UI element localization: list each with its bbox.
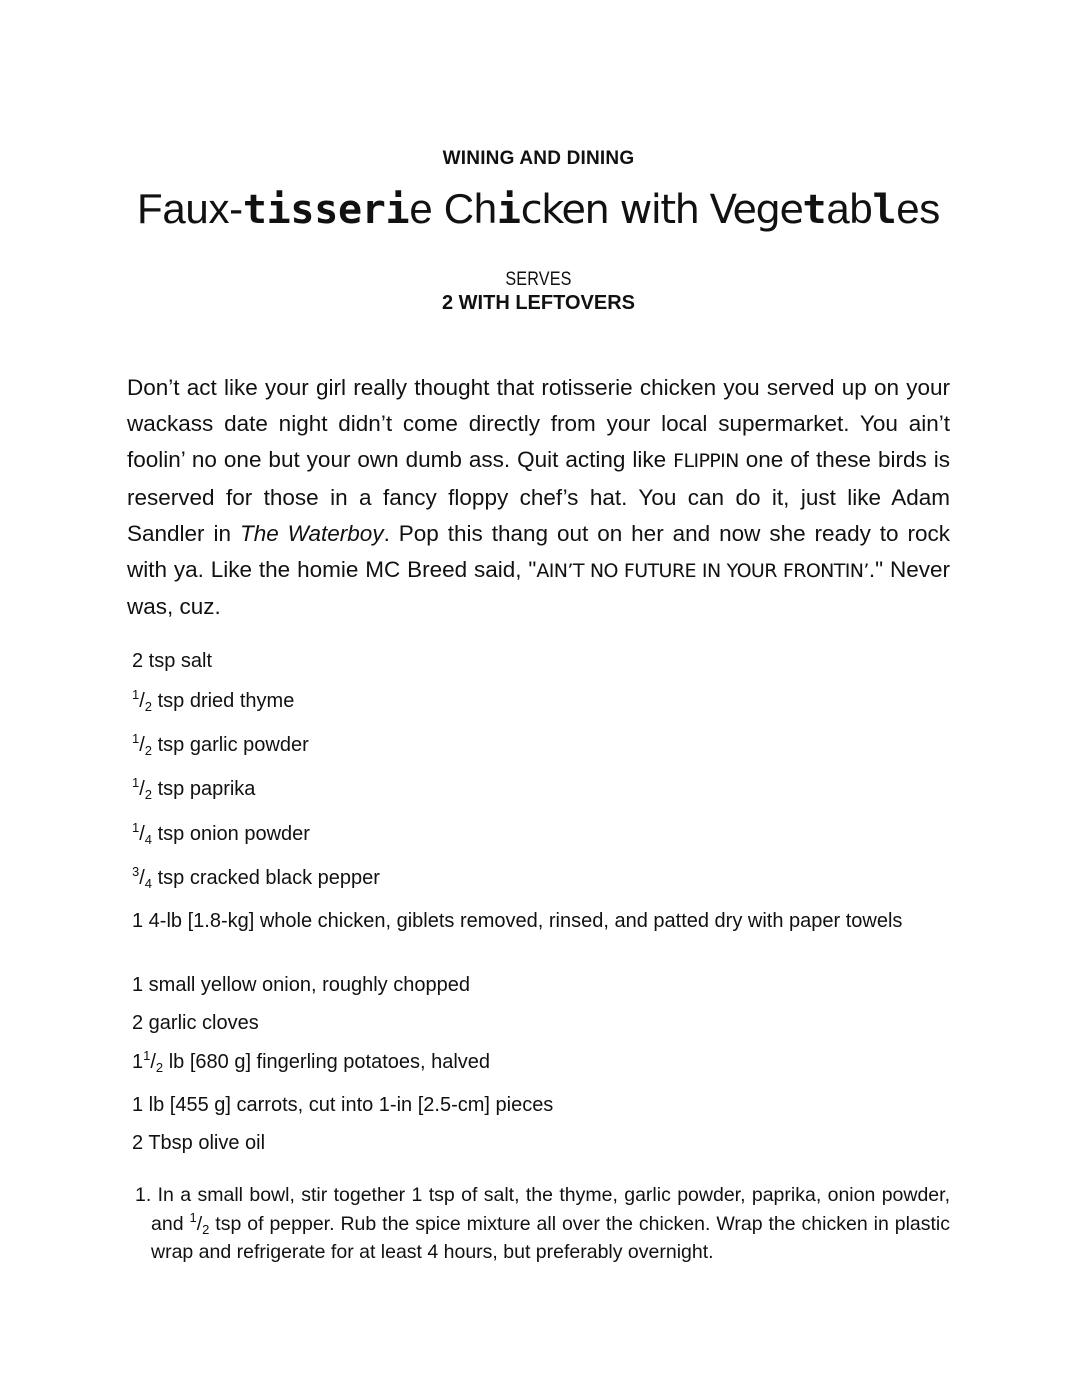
section-label: WINING AND DINING: [442, 148, 635, 169]
intro-text: ." Never was, cuz.: [127, 557, 950, 620]
recipe-title: [0, 186, 1077, 233]
ingredient-item: $1^1/_2$ lb [680 g] fingerling potatoes, halved: [132, 1048, 491, 1075]
title-part: i: [385, 187, 410, 233]
intro-paragraph: [127, 370, 950, 625]
step-item: 1. In a small bowl, stir together 1 tsp of salt, the thyme, garlic powder, paprika, onion powder, and $^1/_2$ tsp of pepper. Rub the spice mixture all over the chicken. Wrap the chicken in plastic wrap and refrigerate for at least 4 hours, but preferably overnight.: [135, 1184, 950, 1263]
ingredient-item: 2 Tbsp olive oil: [132, 1132, 266, 1154]
intro-text: Don’t act like your girl really thought that rotisserie chicken you served up on your wackass date night didn’t come directly from your local supermarket. You ain’t foolin’ no one but your own dumb ass. Quit acting like: [127, 375, 950, 473]
title-part: Faux-: [136, 185, 243, 232]
intro-text: . Pop this thang out on her and now she ready to rock with ya. Like the homie MC Breed said, ": [127, 520, 951, 583]
movie-title: The Waterboy: [239, 520, 384, 546]
ingredient-item: 1 4-lb [1.8-kg] whole chicken, giblets removed, rinsed, and patted dry with paper towels: [132, 910, 903, 932]
ingredient-item: 2 tsp salt: [132, 650, 213, 672]
ingredient-item: 2 garlic cloves: [132, 1012, 259, 1034]
steps-list: [135, 1181, 950, 1267]
ingredient-item: $^1/_2$ tsp garlic powder: [132, 731, 309, 758]
title-part: cken with Vege: [520, 187, 803, 233]
title-part: t: [802, 187, 827, 233]
ingredient-item: $^3/_4$ tsp cracked black pepper: [132, 864, 380, 891]
ingredient-item: $^1/_4$ tsp onion powder: [132, 820, 310, 847]
title-part: tisser: [242, 187, 386, 233]
title-part: e Ch: [409, 185, 497, 232]
title-part: es: [896, 185, 941, 232]
title-part: i: [496, 187, 521, 233]
intro-caps: AIN’T NO FUTURE IN YOUR FRONTIN’: [536, 560, 869, 583]
ingredient-item: $^1/_2$ tsp dried thyme: [132, 687, 295, 714]
intro-text: one of these birds is reserved for those in a fancy floppy chef’s hat. You can do it, just like Adam Sandler in: [127, 447, 950, 546]
serves-value: 2 WITH LEFTOVERS: [442, 292, 635, 314]
ingredient-item: 1 small yellow onion, roughly chopped: [132, 974, 470, 996]
ingredient-item: $^1/_2$ tsp paprika: [132, 775, 256, 802]
ingredient-item: 1 lb [455 g] carrots, cut into 1-in [2.5-cm] pieces: [132, 1094, 554, 1116]
intro-caps: FLIPPIN: [673, 450, 739, 473]
serves-label: SERVES: [505, 269, 572, 290]
title-part: ab: [826, 185, 873, 232]
title-part: l: [872, 187, 897, 233]
